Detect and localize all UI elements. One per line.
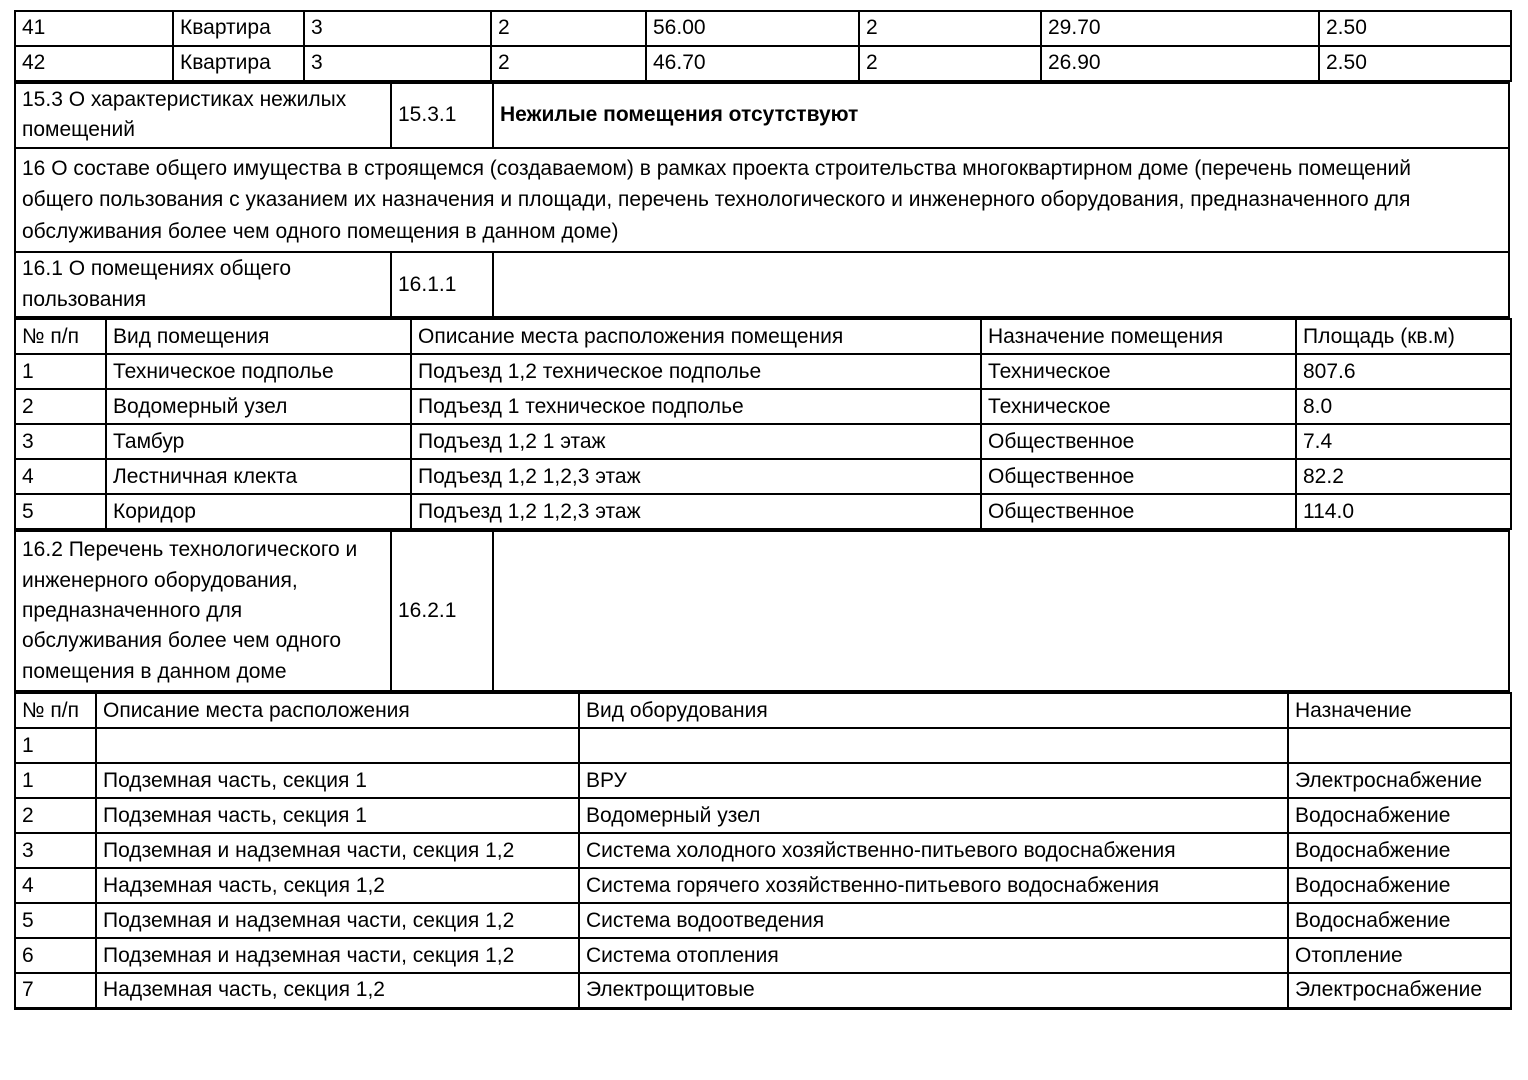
apartments-table (14, 10, 1512, 82)
table-row (15, 763, 1511, 798)
table-cell: Подъезд 1,2 1,2,3 этаж (411, 459, 981, 494)
section-16-1-label: 16.1 О помещениях общего пользования (15, 252, 391, 317)
table-cell: 2 (491, 46, 646, 81)
table-cell: Водомерный узел (106, 389, 411, 424)
table-cell (1288, 728, 1511, 763)
table-cell: Квартира (173, 11, 304, 46)
table-cell: 7.4 (1296, 424, 1511, 459)
section-15-3-label: 15.3 О характеристиках нежилых помещений (15, 83, 391, 148)
header-cell: Описание места расположения помещения (411, 319, 981, 354)
table-row (15, 728, 1511, 763)
table-cell: 56.00 (646, 11, 859, 46)
table-cell: Подъезд 1,2 1 этаж (411, 424, 981, 459)
header-cell: Вид оборудования (579, 693, 1288, 728)
table-cell: Квартира (173, 46, 304, 81)
table-cell: Подземная и надземная части, секция 1,2 (96, 938, 579, 973)
table-cell: 7 (15, 973, 96, 1008)
table-cell: 26.90 (1041, 46, 1319, 81)
section-16-2-row (14, 530, 1510, 692)
header-cell: Площадь (кв.м) (1296, 319, 1511, 354)
table-row (15, 938, 1511, 973)
table-cell: 3 (15, 833, 96, 868)
table-cell: Система водоотведения (579, 903, 1288, 938)
table-cell: Электроснабжение (1288, 763, 1511, 798)
table-cell: Подъезд 1,2 1,2,3 этаж (411, 494, 981, 529)
table-cell: Подъезд 1,2 техническое подполье (411, 354, 981, 389)
equipment-table (14, 692, 1512, 1010)
table-cell: Коридор (106, 494, 411, 529)
header-cell: Вид помещения (106, 319, 411, 354)
section-16-1-row (14, 251, 1510, 318)
table-cell: 5 (15, 494, 106, 529)
table-cell: Подъезд 1 техническое подполье (411, 389, 981, 424)
table-cell: Подземная и надземная части, секция 1,2 (96, 903, 579, 938)
table-cell: Общественное (981, 459, 1296, 494)
section-16-1-value (493, 252, 1509, 317)
table-row (15, 973, 1511, 1008)
table-cell: Лестничная клекта (106, 459, 411, 494)
header-row (15, 693, 1511, 728)
table-cell: ВРУ (579, 763, 1288, 798)
table-cell (96, 728, 579, 763)
table-cell: 2 (15, 798, 96, 833)
table-row (15, 833, 1511, 868)
table-cell: 29.70 (1041, 11, 1319, 46)
table-cell: Система холодного хозяйственно-питьевого водоснабжения (579, 833, 1288, 868)
table-row (15, 868, 1511, 903)
table-cell: Система отопления (579, 938, 1288, 973)
table-row (15, 798, 1511, 833)
section-15-3-code: 15.3.1 (391, 83, 493, 148)
section-16-2-code: 16.2.1 (391, 531, 493, 691)
table-cell: 5 (15, 903, 96, 938)
table-cell: 42 (15, 46, 173, 81)
table-cell (579, 728, 1288, 763)
table-cell: 1 (15, 763, 96, 798)
table-row (15, 389, 1511, 424)
table-cell: 1 (15, 728, 96, 763)
table-row (15, 11, 1511, 46)
table-cell: Электроснабжение (1288, 973, 1511, 1008)
section-16-text: 16 О составе общего имущества в строящемся (создаваемом) в рамках проекта строительства многоквартирном доме (перечень помещений общего пользования с указанием их назначения и площади, перечень технологического и инженерного оборудования, предназначенного для обслуживания более чем одного помещения в данном доме) (15, 148, 1509, 253)
table-cell: 4 (15, 459, 106, 494)
table-row (15, 83, 1509, 148)
declaration-document (14, 10, 1510, 1010)
table-row (15, 494, 1511, 529)
table-cell: 807.6 (1296, 354, 1511, 389)
section-16-row (14, 147, 1510, 254)
table-cell: Тамбур (106, 424, 411, 459)
table-cell: Подземная и надземная части, секция 1,2 (96, 833, 579, 868)
header-row (15, 319, 1511, 354)
table-cell: Водоснабжение (1288, 798, 1511, 833)
table-cell: 114.0 (1296, 494, 1511, 529)
header-cell: Назначение (1288, 693, 1511, 728)
section-16-1-code: 16.1.1 (391, 252, 493, 317)
table-cell: Отопление (1288, 938, 1511, 973)
table-cell: Техническое (981, 354, 1296, 389)
table-cell: 4 (15, 868, 96, 903)
table-cell: Надземная часть, секция 1,2 (96, 868, 579, 903)
table-cell: 3 (304, 46, 491, 81)
table-cell: 2.50 (1319, 11, 1511, 46)
table-cell: Водоснабжение (1288, 868, 1511, 903)
table-cell: 3 (304, 11, 491, 46)
table-cell: Водомерный узел (579, 798, 1288, 833)
table-cell: Надземная часть, секция 1,2 (96, 973, 579, 1008)
header-cell: Описание места расположения (96, 693, 579, 728)
table-row (15, 424, 1511, 459)
table-cell: Подземная часть, секция 1 (96, 798, 579, 833)
table-cell: Техническое подполье (106, 354, 411, 389)
table-cell: Техническое (981, 389, 1296, 424)
table-cell: 2.50 (1319, 46, 1511, 81)
table-cell: Система горячего хозяйственно-питьевого водоснабжения (579, 868, 1288, 903)
table-cell: 2 (15, 389, 106, 424)
common-rooms-table (14, 318, 1512, 530)
table-row (15, 459, 1511, 494)
table-cell: 2 (491, 11, 646, 46)
table-row (15, 148, 1509, 253)
table-cell: 8.0 (1296, 389, 1511, 424)
table-cell: Общественное (981, 424, 1296, 459)
table-cell: 3 (15, 424, 106, 459)
table-cell: 2 (859, 11, 1041, 46)
table-cell: Водоснабжение (1288, 833, 1511, 868)
table-row (15, 354, 1511, 389)
table-cell: 6 (15, 938, 96, 973)
table-cell: Электрощитовые (579, 973, 1288, 1008)
table-row (15, 46, 1511, 81)
table-cell: 2 (859, 46, 1041, 81)
section-16-2-value (493, 531, 1509, 691)
table-cell: Подземная часть, секция 1 (96, 763, 579, 798)
table-cell: 82.2 (1296, 459, 1511, 494)
table-cell: 1 (15, 354, 106, 389)
section-16-2-label: 16.2 Перечень технологического и инженерного оборудования, предназначенного для обслуживания более чем одного помещения в данном доме (15, 531, 391, 691)
table-cell: 41 (15, 11, 173, 46)
section-15-3-value: Нежилые помещения отсутствуют (493, 83, 1509, 148)
header-cell: № п/п (15, 693, 96, 728)
section-15-3-row (14, 82, 1510, 149)
header-cell: Назначение помещения (981, 319, 1296, 354)
table-row (15, 903, 1511, 938)
header-cell: № п/п (15, 319, 106, 354)
table-row (15, 531, 1509, 691)
table-row (15, 252, 1509, 317)
table-cell: Общественное (981, 494, 1296, 529)
table-cell: Водоснабжение (1288, 903, 1511, 938)
table-cell: 46.70 (646, 46, 859, 81)
